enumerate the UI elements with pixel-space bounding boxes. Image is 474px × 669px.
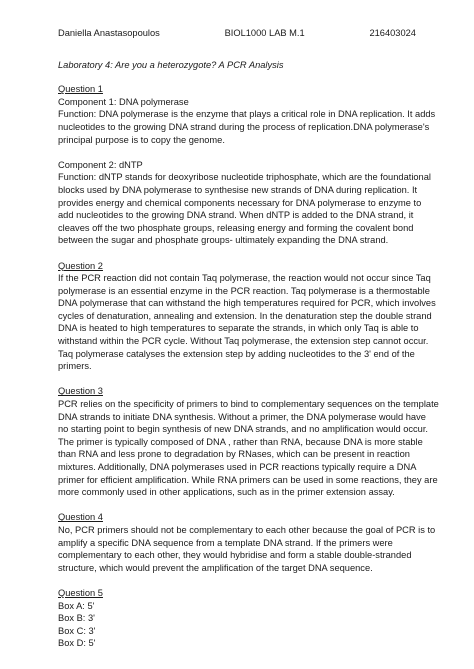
component-2-title: Component 2: dNTP (58, 159, 143, 170)
answer-line: DNA polymerase that can withstand the high temperatures required for PCR, which involves (58, 298, 436, 309)
answer-line: withstand within the PCR cycle. Without Taq polymerase, the extension step cannot occur. (58, 336, 429, 347)
answer-line: complementary to each other, they would hybridise and form a stable double-stranded (58, 550, 412, 561)
answer-line: DNA is heated to high temperatures to separate the strands, in which only Taq is able to (58, 323, 419, 334)
question-4-section (58, 511, 436, 574)
question-5-section (58, 587, 416, 650)
component-1-line: principal purpose is to copy the genome. (58, 134, 225, 145)
spacer (58, 146, 416, 159)
answer-line: DNA strands to initiate DNA synthesis. Without a primer, the DNA polymerase would have (58, 411, 426, 422)
box-answer-d: Box D: 5' (58, 638, 96, 649)
page-header (58, 27, 416, 40)
question-3-heading: Question 3 (58, 386, 103, 397)
question-2-heading: Question 2 (58, 260, 103, 271)
answer-line: primer for efficient amplification. While RNA primers can be used in some reactions, they are (58, 474, 438, 485)
answer-line: than RNA and less prone to degradation by RNases, which can be present in reaction (58, 449, 410, 460)
component-2-line: between the sugar and phosphate groups- ultimately expanding the DNA strand. (58, 235, 389, 246)
box-answer-a: Box A: 5' (58, 600, 95, 611)
box-answer-b: Box B: 3' (58, 613, 95, 624)
component-1-line: nucleotides to the growing DNA strand during the process of replication.DNA polymerase's (58, 121, 430, 132)
component-1-line: Function: DNA polymerase is the enzyme that plays a critical role in DNA replication. It adds (58, 109, 436, 120)
question-2-section (58, 260, 436, 373)
component-2-line: provides energy and chemical components necessary for DNA polymerase to enzyme to (58, 197, 422, 208)
answer-line: No, PCR primers should not be complementary to each other because the goal of PCR is to (58, 524, 436, 535)
component-2-line: cleaves off the two phosphate groups, releasing energy and forming the covalent bond (58, 222, 414, 233)
component-2-line: blocks used by DNA polymerase to synthesise new strands of DNA during replication. It (58, 184, 418, 195)
answer-line: The primer is typically composed of DNA , rather than RNA, because DNA is more stable (58, 436, 423, 447)
answer-line: polymerase is an essential enzyme in the PCR reaction. Taq polymerase is a thermostable (58, 285, 430, 296)
answer-line: amplify a specific DNA sequence from a template DNA strand. If the primers were (58, 537, 393, 548)
answer-line: PCR relies on the specificity of primers to bind to complementary sequences on the template (58, 399, 439, 410)
document-title: Laboratory 4: Are you a heterozygote? A PCR Analysis (58, 59, 284, 70)
component-1-title: Component 1: DNA polymerase (58, 96, 189, 107)
answer-line: mixtures. Additionally, DNA polymerases used in PCR reactions typically require a DNA (58, 462, 417, 472)
student-name: Daniella Anastasopoulos (58, 28, 160, 38)
answer-line: structure, which would prevent the amplification of the target DNA sequence. (58, 562, 373, 573)
question-1-section (58, 83, 436, 247)
component-2-line: add nucleotides to the growing DNA strand. When dNTP is added to the DNA strand, it (58, 210, 414, 221)
answer-line: primers. (58, 361, 92, 372)
answer-line: Taq polymerase catalyses the extension step by adding nucleotides to the 3' end of the (58, 348, 415, 359)
answer-line: If the PCR reaction did not contain Taq polymerase, the reaction would not occur since Taq (58, 273, 431, 284)
box-answer-c: Box C: 3' (58, 625, 96, 636)
answer-line: no starting point to begin synthesis of new DNA strands, and no amplification would occur. (58, 424, 429, 435)
question-5-heading: Question 5 (58, 587, 103, 598)
student-id: 216403024 (369, 28, 416, 38)
question-3-section (58, 385, 439, 498)
course-code: BIOL1000 LAB M.1 (224, 28, 305, 38)
answer-line: cycles of denaturation, annealing and extension. In the denaturation step the double strand (58, 310, 432, 321)
question-4-heading: Question 4 (58, 512, 103, 523)
answer-line: more commonly used in other applications, such as in the primer extension assay. (58, 487, 395, 498)
question-1-heading: Question 1 (58, 84, 103, 95)
component-2-line: Function: dNTP stands for deoxyribose nucleotide triphosphate, which are the foundational (58, 172, 431, 183)
